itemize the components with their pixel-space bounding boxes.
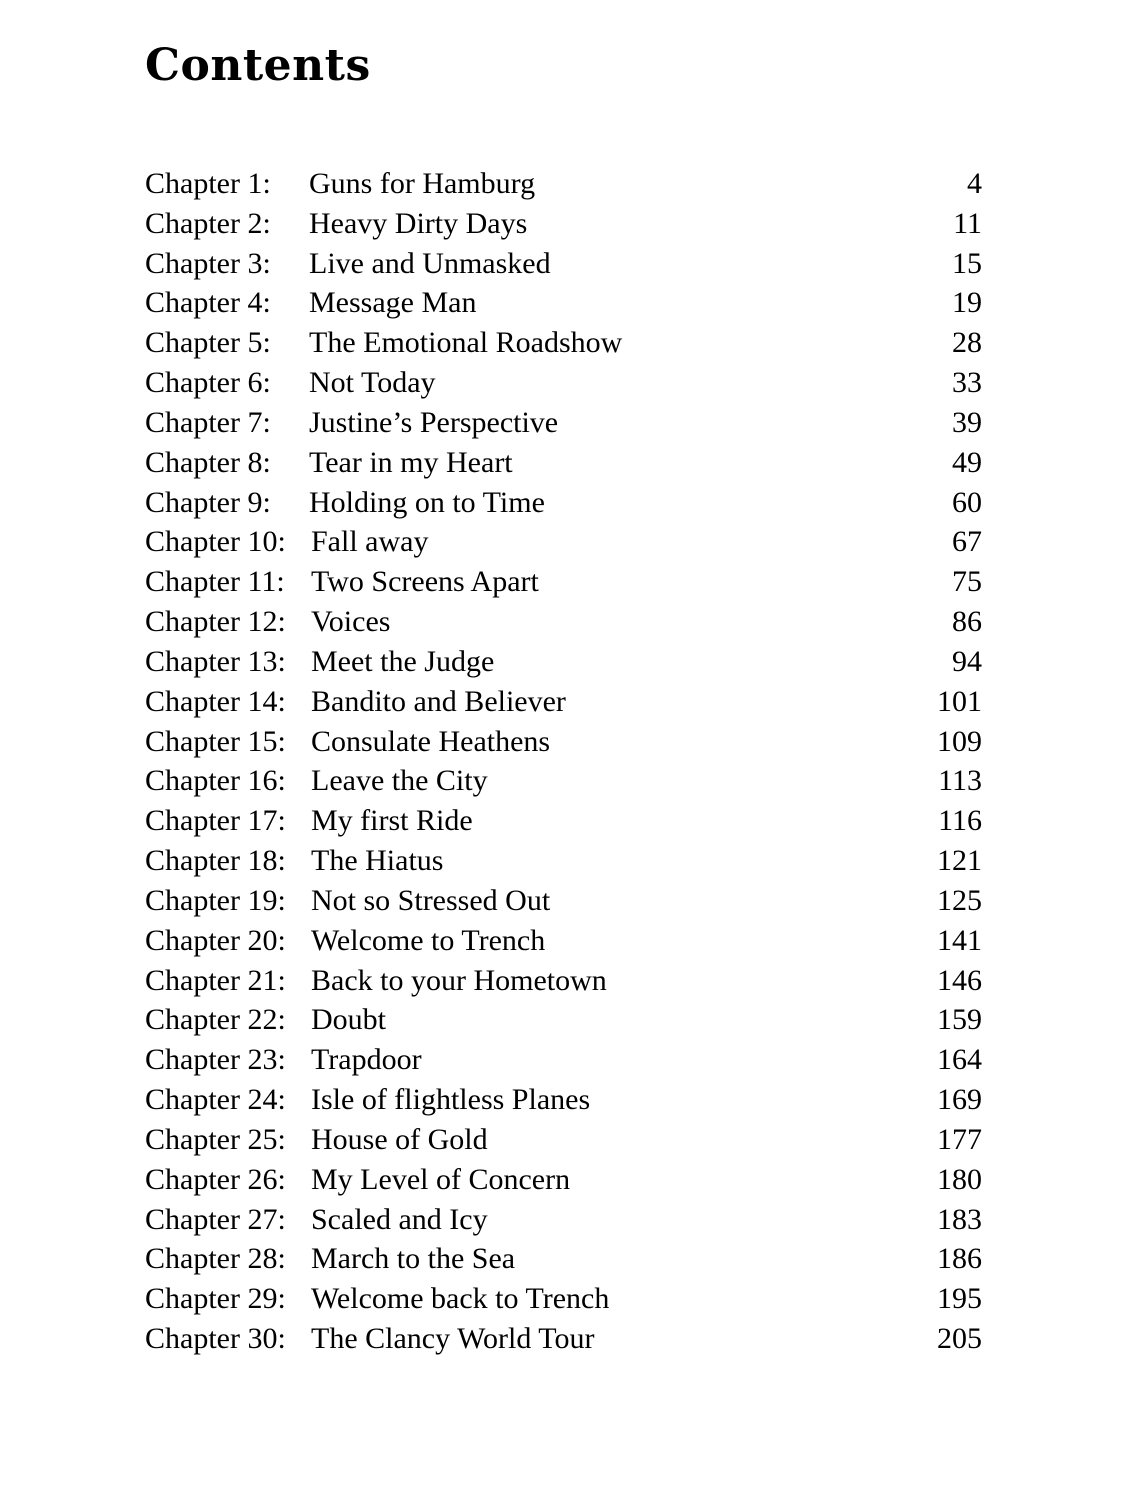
chapter-title: Voices bbox=[311, 605, 391, 639]
chapter-page-number: 19 bbox=[952, 286, 982, 320]
toc-entry bbox=[145, 722, 990, 762]
chapter-label: Chapter 27: bbox=[145, 1202, 286, 1236]
chapter-page-number: 205 bbox=[937, 1322, 982, 1356]
toc-entry bbox=[145, 1080, 990, 1120]
chapter-page-number: 195 bbox=[937, 1282, 982, 1316]
chapter-page-number: 164 bbox=[937, 1043, 982, 1077]
chapter-label: Chapter 26: bbox=[145, 1162, 286, 1196]
chapter-title: Not Today bbox=[309, 366, 436, 400]
toc-entry bbox=[145, 841, 990, 881]
toc-entry bbox=[145, 881, 990, 921]
toc-entry bbox=[145, 1200, 990, 1240]
chapter-label: Chapter 11: bbox=[145, 565, 285, 599]
chapter-label: Chapter 28: bbox=[145, 1242, 286, 1276]
chapter-label: Chapter 18: bbox=[145, 844, 286, 878]
toc-entry bbox=[145, 283, 990, 323]
chapter-label: Chapter 5: bbox=[145, 326, 271, 360]
chapter-title: Not so Stressed Out bbox=[311, 883, 551, 917]
chapter-label: Chapter 10: bbox=[145, 525, 286, 559]
chapter-label: Chapter 9: bbox=[145, 485, 271, 519]
chapter-title: Bandito and Believer bbox=[311, 684, 566, 718]
chapter-page-number: 11 bbox=[953, 206, 982, 240]
chapter-label: Chapter 16: bbox=[145, 764, 286, 798]
chapter-label: Chapter 19: bbox=[145, 883, 286, 917]
chapter-label: Chapter 30: bbox=[145, 1322, 286, 1356]
chapter-title: Scaled and Icy bbox=[311, 1202, 488, 1236]
chapter-title: Guns for Hamburg bbox=[309, 167, 536, 200]
chapter-label: Chapter 17: bbox=[145, 804, 286, 838]
chapter-page-number: 4 bbox=[967, 167, 982, 200]
chapter-page-number: 141 bbox=[937, 923, 982, 957]
chapter-label: Chapter 1: bbox=[145, 167, 271, 200]
chapter-page-number: 28 bbox=[952, 326, 982, 360]
chapter-label: Chapter 15: bbox=[145, 724, 286, 758]
chapter-page-number: 94 bbox=[952, 644, 982, 678]
chapter-title: My first Ride bbox=[311, 804, 473, 838]
chapter-page-number: 75 bbox=[952, 565, 982, 599]
chapter-page-number: 177 bbox=[937, 1122, 982, 1156]
chapter-title: Heavy Dirty Days bbox=[309, 206, 528, 240]
chapter-label: Chapter 6: bbox=[145, 366, 271, 400]
chapter-label: Chapter 14: bbox=[145, 684, 286, 718]
chapter-label: Chapter 3: bbox=[145, 246, 271, 280]
chapter-page-number: 146 bbox=[937, 963, 982, 997]
toc-entry bbox=[145, 961, 990, 1001]
chapter-title: House of Gold bbox=[311, 1122, 488, 1156]
chapter-label: Chapter 8: bbox=[145, 445, 271, 479]
chapter-page-number: 116 bbox=[938, 804, 982, 838]
chapter-label: Chapter 22: bbox=[145, 1003, 286, 1037]
chapter-title: Leave the City bbox=[311, 764, 488, 798]
chapter-label: Chapter 24: bbox=[145, 1083, 286, 1117]
toc-entry bbox=[145, 403, 990, 443]
toc-entry bbox=[145, 1160, 990, 1200]
chapter-page-number: 125 bbox=[937, 883, 982, 917]
chapter-title: Welcome to Trench bbox=[311, 923, 546, 957]
chapter-title: Welcome back to Trench bbox=[311, 1282, 610, 1316]
chapter-title: March to the Sea bbox=[311, 1242, 516, 1276]
chapter-title: The Clancy World Tour bbox=[311, 1322, 595, 1356]
toc-entry bbox=[145, 562, 990, 602]
chapter-label: Chapter 29: bbox=[145, 1282, 286, 1316]
toc-entry bbox=[145, 1000, 990, 1040]
chapter-page-number: 33 bbox=[952, 366, 982, 400]
page-title: Contents bbox=[145, 40, 371, 91]
chapter-page-number: 183 bbox=[937, 1202, 982, 1236]
toc-entry bbox=[145, 682, 990, 722]
toc-entry bbox=[145, 164, 990, 204]
toc-entry bbox=[145, 1040, 990, 1080]
chapter-label: Chapter 7: bbox=[145, 405, 271, 439]
toc-entry bbox=[145, 642, 990, 682]
toc-entry bbox=[145, 602, 990, 642]
chapter-title: Tear in my Heart bbox=[309, 445, 513, 479]
chapter-page-number: 159 bbox=[937, 1003, 982, 1037]
toc-entry bbox=[145, 1279, 990, 1319]
toc-entry bbox=[145, 761, 990, 801]
chapter-page-number: 121 bbox=[937, 844, 982, 878]
chapter-title: Trapdoor bbox=[311, 1043, 422, 1077]
chapter-page-number: 15 bbox=[952, 246, 982, 280]
toc-entry bbox=[145, 1120, 990, 1160]
chapter-title: Holding on to Time bbox=[309, 485, 545, 519]
toc-entry bbox=[145, 244, 990, 284]
toc-entry bbox=[145, 363, 990, 403]
chapter-title: Consulate Heathens bbox=[311, 724, 551, 758]
chapter-label: Chapter 4: bbox=[145, 286, 271, 320]
chapter-title: Message Man bbox=[309, 286, 477, 320]
chapter-label: Chapter 2: bbox=[145, 206, 271, 240]
toc-entry bbox=[145, 801, 990, 841]
chapter-page-number: 60 bbox=[952, 485, 982, 519]
chapter-label: Chapter 21: bbox=[145, 963, 286, 997]
chapter-title: Isle of flightless Planes bbox=[311, 1083, 591, 1117]
table-of-contents bbox=[145, 164, 990, 1359]
chapter-label: Chapter 25: bbox=[145, 1122, 286, 1156]
chapter-title: Live and Unmasked bbox=[309, 246, 551, 280]
chapter-page-number: 49 bbox=[952, 445, 982, 479]
chapter-label: Chapter 13: bbox=[145, 644, 286, 678]
chapter-title: Fall away bbox=[311, 525, 429, 559]
chapter-label: Chapter 23: bbox=[145, 1043, 286, 1077]
chapter-page-number: 180 bbox=[937, 1162, 982, 1196]
chapter-title: The Hiatus bbox=[311, 844, 444, 878]
chapter-page-number: 186 bbox=[937, 1242, 982, 1276]
chapter-page-number: 39 bbox=[952, 405, 982, 439]
chapter-title: Back to your Hometown bbox=[311, 963, 607, 997]
toc-entry bbox=[145, 204, 990, 244]
chapter-page-number: 113 bbox=[938, 764, 982, 798]
chapter-title: The Emotional Roadshow bbox=[309, 326, 623, 360]
chapter-page-number: 101 bbox=[937, 684, 982, 718]
chapter-title: Doubt bbox=[311, 1003, 386, 1037]
chapter-title: My Level of Concern bbox=[311, 1162, 571, 1196]
toc-entry bbox=[145, 921, 990, 961]
toc-entry bbox=[145, 323, 990, 363]
chapter-page-number: 109 bbox=[937, 724, 982, 758]
chapter-title: Two Screens Apart bbox=[311, 565, 539, 599]
chapter-label: Chapter 20: bbox=[145, 923, 286, 957]
toc-entry bbox=[145, 522, 990, 562]
chapter-label: Chapter 12: bbox=[145, 605, 286, 639]
chapter-page-number: 86 bbox=[952, 605, 982, 639]
toc-entry bbox=[145, 443, 990, 483]
chapter-title: Meet the Judge bbox=[311, 644, 495, 678]
chapter-title: Justine’s Perspective bbox=[309, 405, 559, 439]
toc-entry bbox=[145, 1319, 990, 1359]
toc-entry bbox=[145, 1239, 990, 1279]
chapter-page-number: 67 bbox=[952, 525, 982, 559]
toc-entry bbox=[145, 483, 990, 523]
chapter-page-number: 169 bbox=[937, 1083, 982, 1117]
